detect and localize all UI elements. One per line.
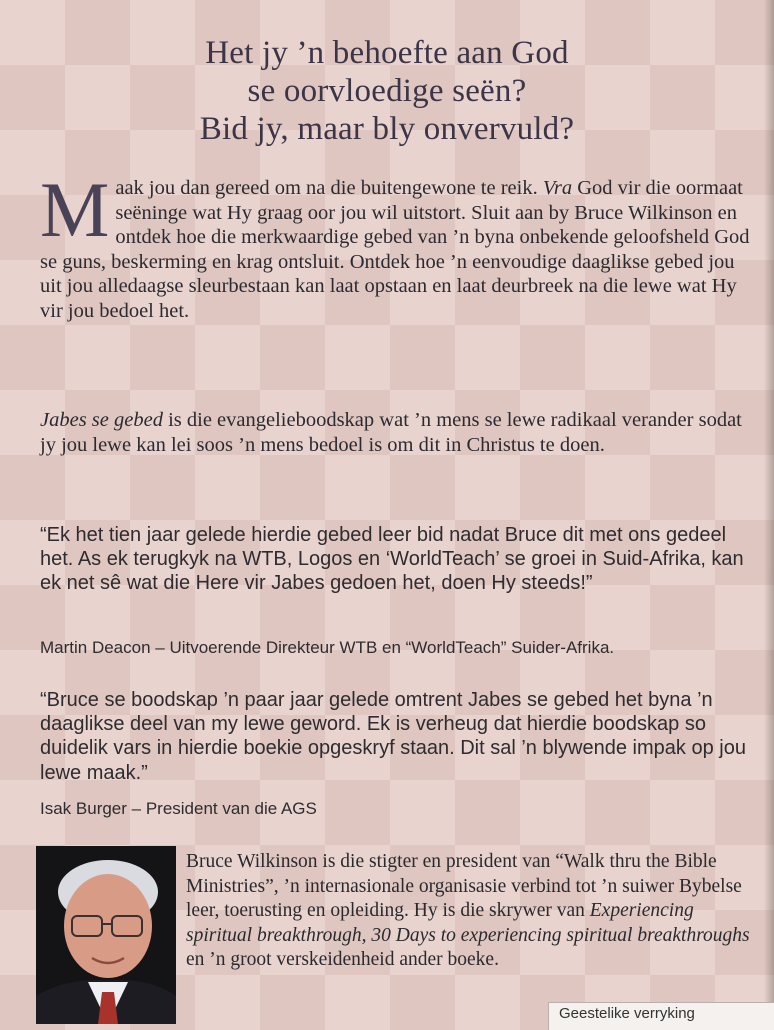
drop-cap: M: [40, 166, 110, 253]
intro-text-b: God vir die oormaat seëninge wat Hy graag oor jou wil uitstort. Sluit aan by Bruce Wilkinson en ontdek hoe die merkwaardige gebed van ’n byna onbekende geloofsheld God se guns, beskerming en krag ontsluit. Ontdek hoe ’n eenvoudige daaglikse gebed jou uit jou alledaagse sleurbestaan kan laat opstaan en laat deurbreek na die lewe wat Hy vir jou bedoel het.: [40, 177, 750, 322]
headline: [0, 34, 774, 148]
author-bio: [186, 850, 756, 973]
jabes-paragraph: [40, 408, 752, 457]
author-bio-text-b: en ’n groot verskeidenheid ander boeke.: [186, 949, 499, 970]
author-books-emphasis: Experiencing spiritual breakthrough, 30 Days to experiencing spiritual breakthroughs: [186, 900, 750, 946]
intro-text-a: aak jou dan gereed om na die buitengewone te reik.: [115, 177, 543, 199]
intro-paragraph: [40, 166, 752, 323]
headline-line-2: se oorvloedige seën?: [247, 73, 527, 109]
jabes-text: is die evangelieboodskap wat ’n mens se lewe radikaal verander sodat jy jou lewe kan lei soos ’n mens bedoel is om dit in Christus te doen.: [40, 409, 742, 456]
endorsement-quote-1: “Ek het tien jaar gelede hierdie gebed leer bid nadat Bruce dit met ons gedeel het. As ek terugkyk na WTB, Logos en ‘WorldTeach’ se groei in Suid-Afrika, kan ek net sê wat die Here vir Jabes gedoen het, doen Hy steeds!”: [40, 524, 744, 595]
category-label: Geestelike verryking: [548, 1002, 774, 1030]
author-photo: [36, 846, 176, 1024]
intro-emphasis: Vra: [542, 177, 573, 199]
book-title: Jabes se gebed: [40, 409, 163, 431]
headline-line-3: Bid jy, maar bly onvervuld?: [199, 111, 575, 147]
endorsement-attribution-2: Isak Burger – President van die AGS: [40, 799, 317, 818]
author-bio-text-a: Bruce Wilkinson is die stigter en president van “Walk thru the Bible Ministries”, ’n internasionale organisasie verbind tot ’n suiwer Bybelse leer, toerusting en opleiding. Hy is die skrywer van: [186, 851, 742, 921]
endorsement-attribution-1: Martin Deacon – Uitvoerende Direkteur WTB en “WorldTeach” Suider-Afrika.: [40, 638, 615, 657]
headline-line-1: Het jy ’n behoefte aan God: [205, 35, 569, 71]
cover-edge-shadow: [764, 0, 774, 1024]
endorsement-quote-2: “Bruce se boodskap ’n paar jaar gelede omtrent Jabes se gebed het byna ’n daaglikse deel van my lewe geword. Ek is verheug dat hierdie boodskap so duidelik vars in hierdie boekie opgeskryf staan. Dit sal ’n blywende impak op jou lewe maak.”: [40, 689, 746, 784]
